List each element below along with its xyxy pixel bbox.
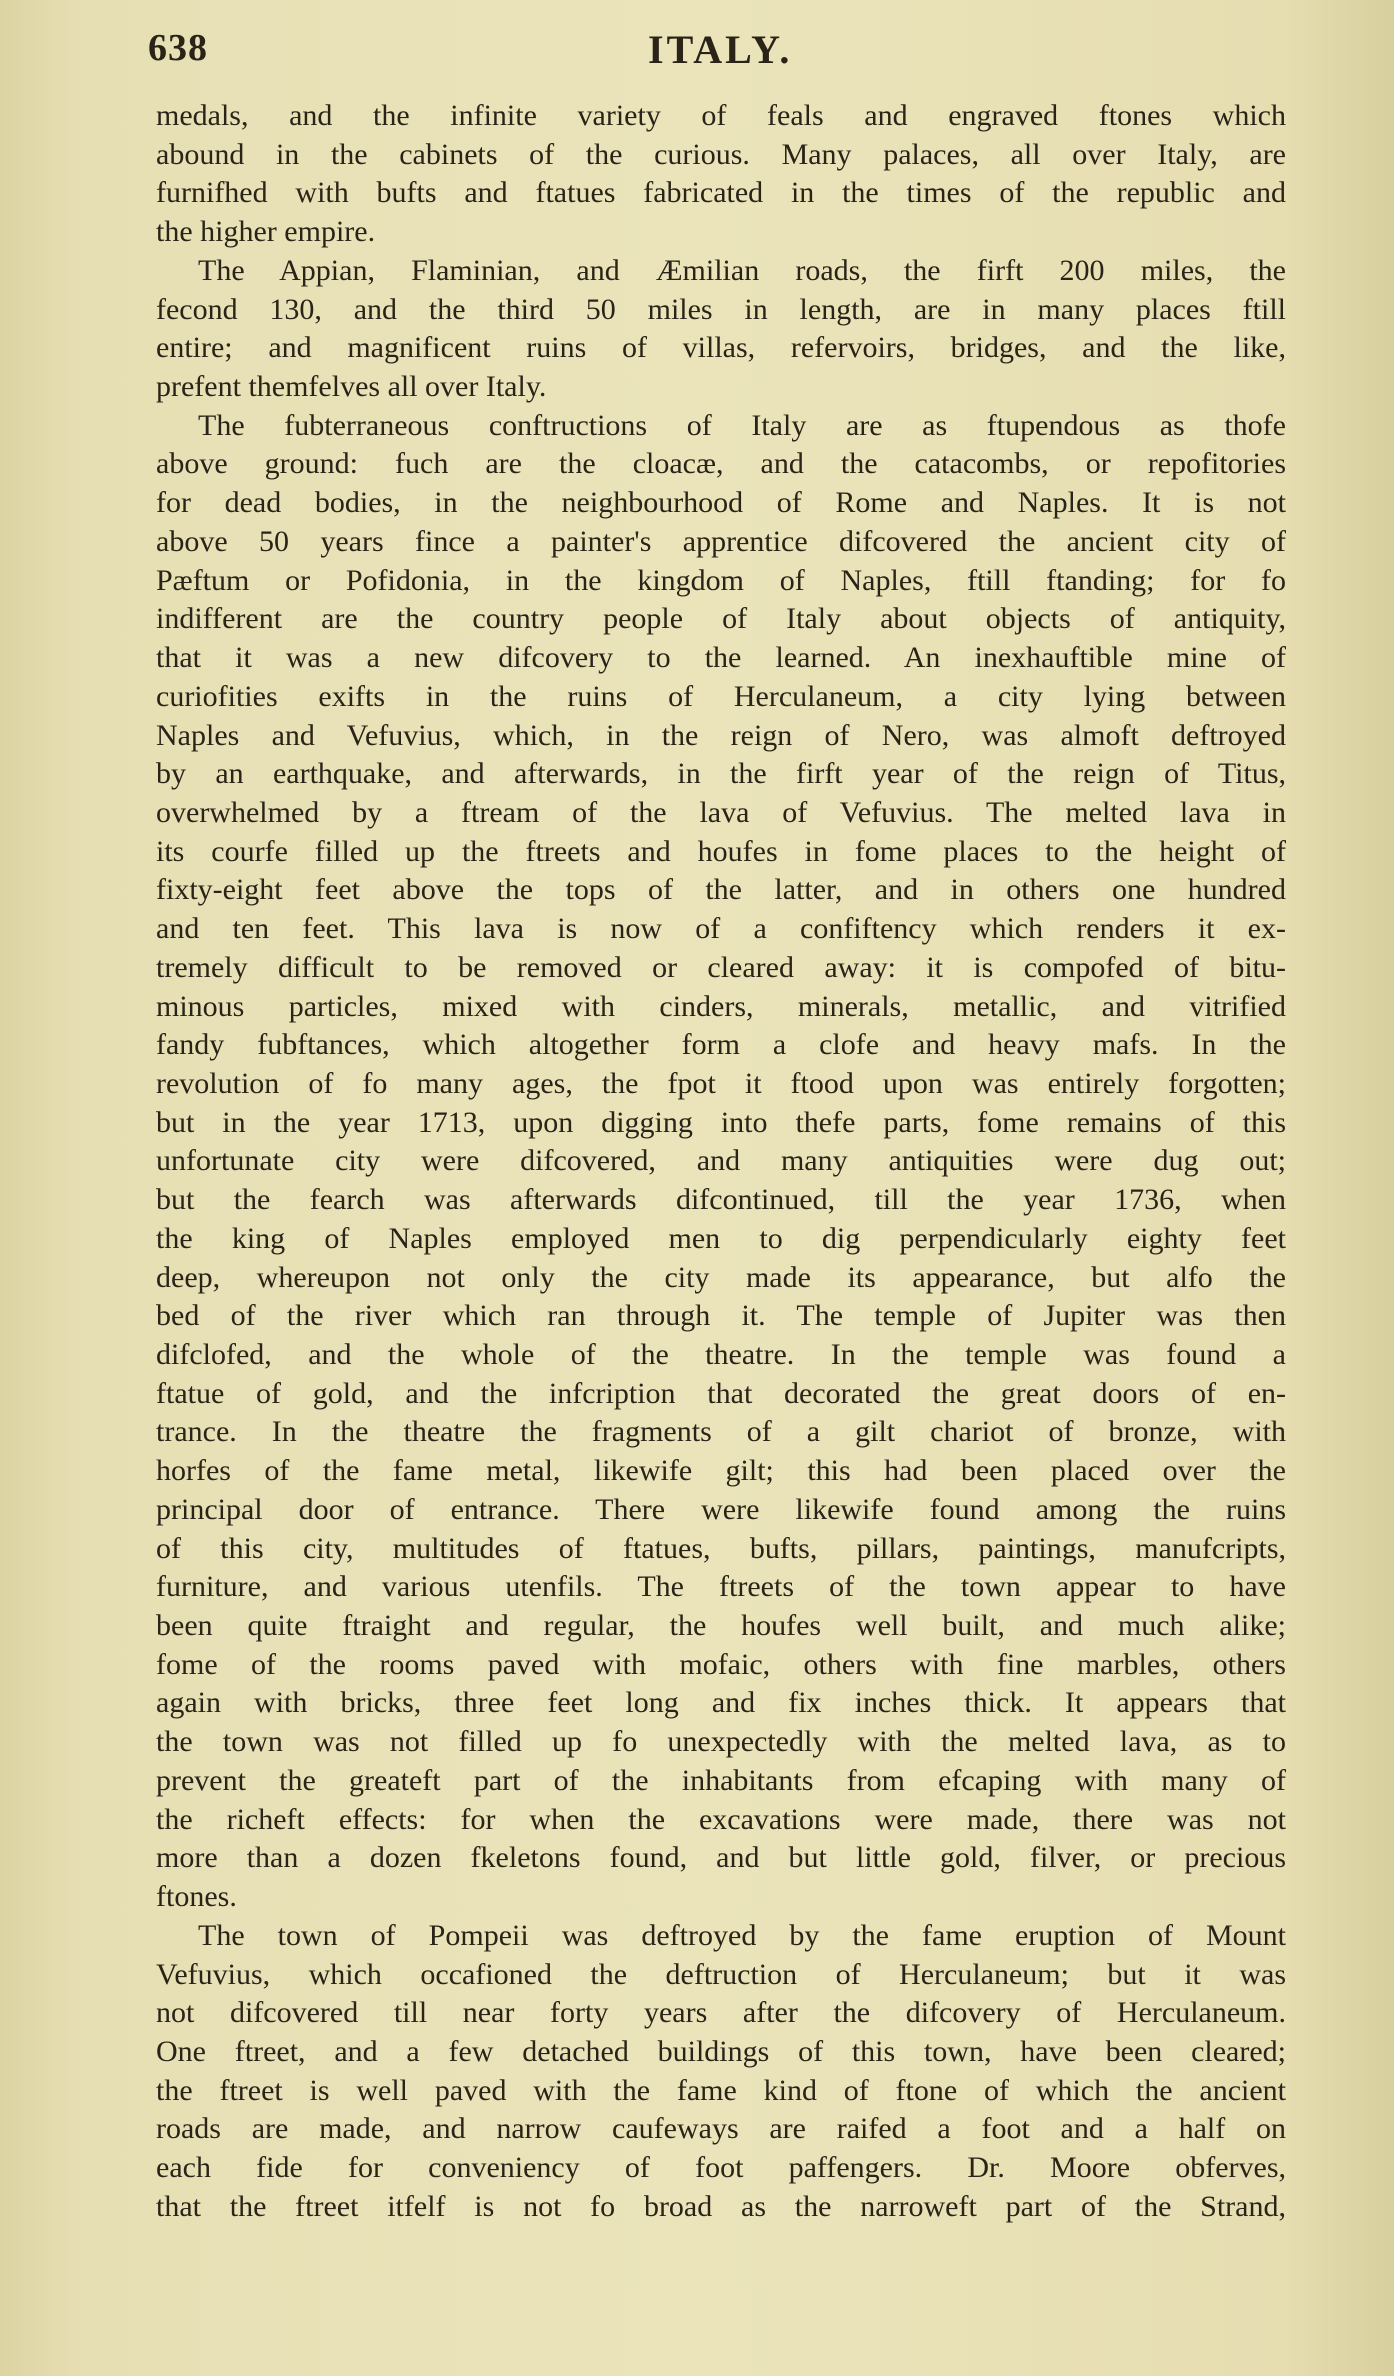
text-line: difclofed, and the whole of the theatre. In the temple was found a <box>156 1338 1286 1371</box>
text-line: horfes of the fame metal, likewife gilt; this had been placed over the <box>156 1454 1286 1488</box>
text-line: The Appian, Flaminian, and Æmilian roads, the firft 200 miles, the <box>198 253 1286 287</box>
text-line: fandy fubftances, which altogether form a clofe and heavy mafs. In the <box>156 1028 1286 1062</box>
text-line: by an earthquake, and afterwards, in the firft year of the reign of Titus, <box>156 757 1286 791</box>
text-line: minous particles, mixed with cinders, minerals, metallic, and vitrified <box>156 989 1286 1023</box>
text-line: furnifhed with bufts and ftatues fabricated in the times of the republic and <box>156 176 1286 210</box>
text-line: trance. In the theatre the fragments of a gilt chariot of bronze, with <box>156 1415 1286 1449</box>
text-line: roads are made, and narrow caufeways are raifed a foot and a half on <box>156 2112 1286 2146</box>
text-line: One ftreet, and a few detached buildings of this town, have been cleared; <box>156 2034 1286 2068</box>
text-line: prefent themfelves all over Italy. <box>156 370 547 404</box>
text-line: fixty-eight feet above the tops of the latter, and in others one hundred <box>156 873 1286 907</box>
text-line: Naples and Vefuvius, which, in the reign of Nero, was almoft deftroyed <box>156 718 1286 752</box>
text-line: The fubterraneous conftructions of Italy are as ftupendous as thofe <box>198 408 1286 442</box>
body-text <box>156 97 1286 2227</box>
text-line: revolution of fo many ages, the fpot it ftood upon was entirely forgotten; <box>156 1066 1286 1100</box>
text-line: furniture, and various utenfils. The ftreets of the town appear to have <box>156 1570 1286 1604</box>
text-line: again with bricks, three feet long and fix inches thick. It appears that <box>156 1686 1286 1720</box>
text-line: each fide for conveniency of foot paffengers. Dr. Moore obferves, <box>156 2151 1286 2185</box>
text-line: The town of Pompeii was deftroyed by the fame eruption of Mount <box>198 1918 1286 1952</box>
text-line: ftatue of gold, and the infcription that decorated the great doors of en- <box>156 1376 1286 1410</box>
text-line: unfortunate city were difcovered, and many antiquities were dug out; <box>156 1144 1286 1178</box>
text-line: been quite ftraight and regular, the houfes well built, and much alike; <box>156 1609 1286 1643</box>
text-line: curiofities exifts in the ruins of Herculaneum, a city lying between <box>156 679 1286 713</box>
text-line: Vefuvius, which occafioned the deftruction of Herculaneum; but it was <box>156 1957 1286 1991</box>
text-line: ftones. <box>156 1880 237 1914</box>
text-line: the town was not filled up fo unexpectedly with the melted lava, as to <box>156 1725 1286 1759</box>
page-number: 638 <box>148 27 208 69</box>
running-title: ITALY. <box>648 27 793 72</box>
text-line: bed of the river which ran through it. The temple of Jupiter was then <box>156 1299 1286 1333</box>
text-line: the higher empire. <box>156 215 376 249</box>
text-line: prevent the greateft part of the inhabitants from efcaping with many of <box>156 1763 1286 1797</box>
text-line: above 50 years fince a painter's apprentice difcovered the ancient city of <box>156 524 1286 558</box>
text-line: but the fearch was afterwards difcontinued, till the year 1736, when <box>156 1183 1286 1217</box>
text-line: medals, and the infinite variety of feals and engraved ftones which <box>156 99 1286 132</box>
text-line: more than a dozen fkeletons found, and but little gold, filver, or precious <box>156 1841 1286 1875</box>
text-line: entire; and magnificent ruins of villas, refervoirs, bridges, and the like, <box>156 331 1286 365</box>
text-line: indifferent are the country people of Italy about objects of antiquity, <box>156 602 1286 636</box>
text-line: of this city, multitudes of ftatues, bufts, pillars, paintings, manufcripts, <box>156 1531 1286 1565</box>
text-line: its courfe filled up the ftreets and houfes in fome places to the height of <box>156 834 1286 868</box>
text-line: and ten feet. This lava is now of a confiftency which renders it ex- <box>156 912 1286 946</box>
text-line: tremely difficult to be removed or cleared away: it is compofed of bitu- <box>156 950 1286 984</box>
text-line: deep, whereupon not only the city made its appearance, but alfo the <box>156 1260 1286 1294</box>
text-line: principal door of entrance. There were likewife found among the ruins <box>156 1492 1286 1526</box>
text-line: that the ftreet itfelf is not fo broad as the narroweft part of the Strand, <box>156 2189 1286 2223</box>
text-line: above ground: fuch are the cloacæ, and the catacombs, or repofitories <box>156 447 1286 481</box>
text-line: fecond 130, and the third 50 miles in length, are in many places ftill <box>156 292 1286 326</box>
text-line: but in the year 1713, upon digging into thefe parts, fome remains of this <box>156 1105 1286 1139</box>
text-line: the ftreet is well paved with the fame kind of ftone of which the ancient <box>156 2073 1286 2107</box>
running-head <box>148 26 1288 82</box>
text-line: Pæftum or Pofidonia, in the kingdom of Naples, ftill ftanding; for fo <box>156 563 1286 597</box>
text-line: the king of Naples employed men to dig perpendicularly eighty feet <box>156 1221 1286 1255</box>
text-line: not difcovered till near forty years after the difcovery of Herculaneum. <box>156 1996 1286 2030</box>
text-line: abound in the cabinets of the curious. Many palaces, all over Italy, are <box>156 137 1286 171</box>
text-line: the richeft effects: for when the excavations were made, there was not <box>156 1802 1286 1836</box>
text-line: that it was a new difcovery to the learned. An inexhauftible mine of <box>156 641 1286 675</box>
text-line: overwhelmed by a ftream of the lava of Vefuvius. The melted lava in <box>156 795 1286 829</box>
text-line: fome of the rooms paved with mofaic, others with fine marbles, others <box>156 1647 1286 1681</box>
text-line: for dead bodies, in the neighbourhood of Rome and Naples. It is not <box>156 486 1286 520</box>
